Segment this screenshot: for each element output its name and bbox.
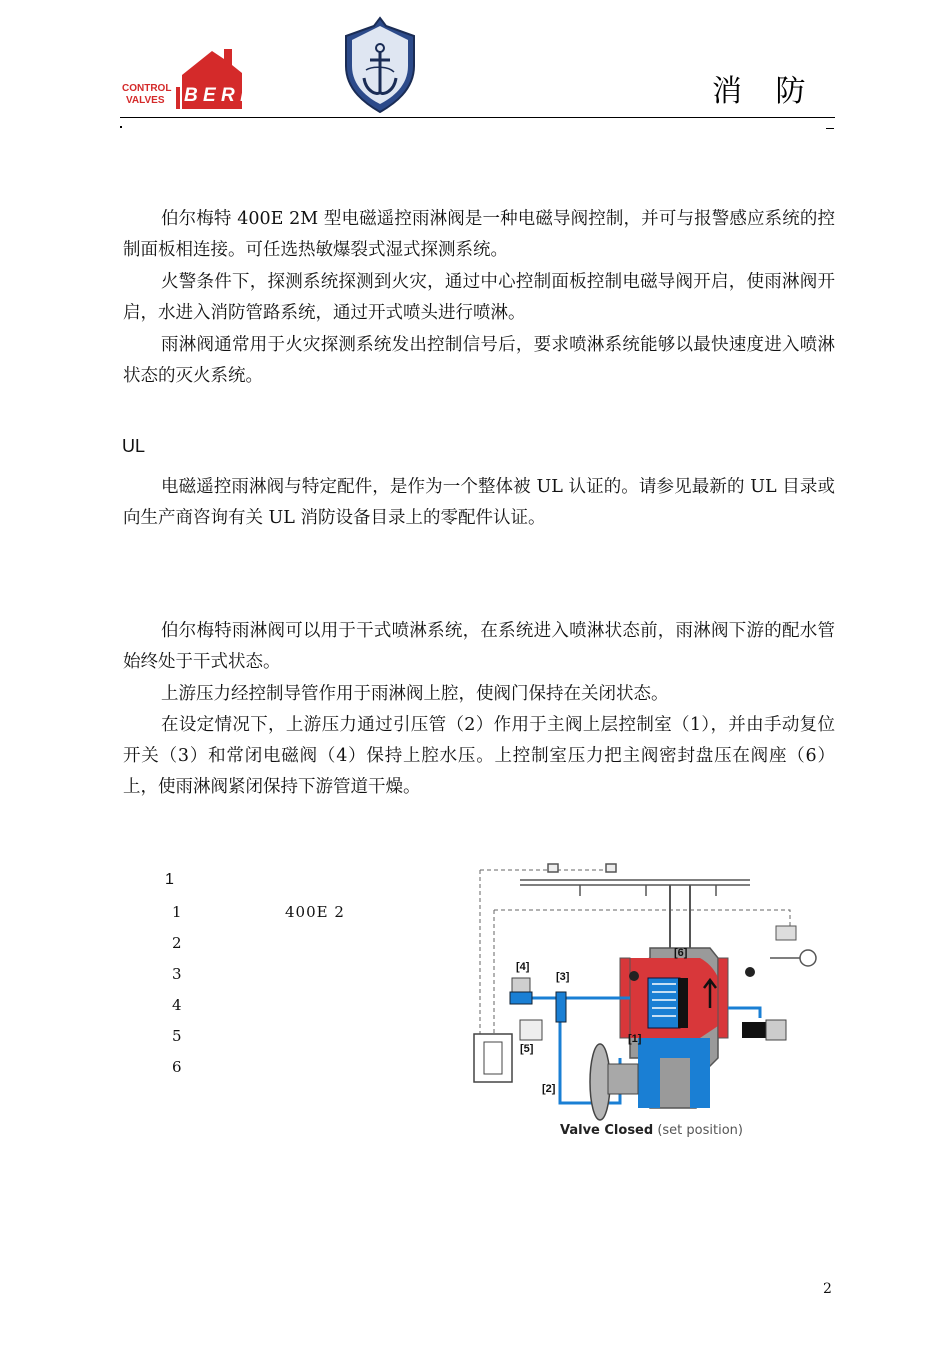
legend-title: 1 xyxy=(165,871,174,888)
brand-name: BERMAD xyxy=(184,85,294,106)
page-number: 2 xyxy=(823,1281,832,1297)
paragraph: 伯尔梅特雨淋阀可以用于干式喷淋系统，在系统进入喷淋状态前，雨淋阀下游的配水管始终处于干式状态。 xyxy=(123,621,835,672)
diagram-label-3: [3] xyxy=(556,971,570,983)
divider-mark xyxy=(826,128,834,129)
paragraph: 电磁遥控雨淋阀与特定配件，是作为一个整体被 UL 认证的。请参见最新的 UL 目录或向生产商咨询有关 UL 消防设备目录上的零配件认证。 xyxy=(123,477,835,528)
paragraph: 雨淋阀通常用于火灾探测系统发出控制信号后，要求喷淋系统能够以最快速度进入喷淋状态的灭火系统。 xyxy=(123,335,835,386)
paragraph: 伯尔梅特 400E 2M 型电磁遥控雨淋阀是一种电磁导阀控制，并可与报警感应系统的控制面板相连接。可任选热敏爆裂式湿式探测系统。 xyxy=(123,209,835,260)
legend-item: 6 xyxy=(172,1058,182,1076)
diagram-label-6: [6] xyxy=(674,947,688,959)
paragraph: 上游压力经控制导管作用于雨淋阀上腔，使阀门保持在关闭状态。 xyxy=(161,684,669,704)
deluge-valve-diagram xyxy=(460,858,840,1148)
legend-item: 5 xyxy=(172,1027,182,1045)
diagram-label-5: [5] xyxy=(520,1043,534,1055)
paragraph: 火警条件下，探测系统探测到火灾，通过中心控制面板控制电磁导阀开启，使雨淋阀开启，水进入消防管路系统，通过开式喷头进行喷淋。 xyxy=(123,272,835,323)
legend-item: 3 xyxy=(172,965,182,983)
diagram-label-4: [4] xyxy=(516,961,530,973)
diagram-label-2: [2] xyxy=(542,1083,556,1095)
legend-item: 2 xyxy=(172,934,182,952)
section-heading: UL xyxy=(122,436,146,456)
diagram-caption xyxy=(560,1123,743,1138)
legend-item: 4 xyxy=(172,996,182,1014)
paragraph: 在设定情况下，上游压力通过引压管（2）作用于主阀上层控制室（1），并由手动复位开关（3）和常闭电磁阀（4）保持上腔水压。上控制室压力把主阀密封盘压在阀座（6）上，使雨淋阀紧闭保持下游管道干燥。 xyxy=(123,715,835,797)
legend-item: 1 xyxy=(172,903,182,921)
header-divider xyxy=(120,117,835,118)
caption-detail: (set position) xyxy=(657,1123,743,1138)
anchor-shield-icon xyxy=(342,14,418,114)
brand-line-2: VALVES xyxy=(126,95,165,106)
diagram-label-1: [1] xyxy=(628,1033,642,1045)
header-title: 消 防 xyxy=(712,74,818,109)
divider-mark xyxy=(120,126,122,128)
legend-item-code: 400E 2 xyxy=(285,903,345,921)
caption-state: Valve Closed xyxy=(560,1123,654,1138)
bermad-logo xyxy=(120,45,300,113)
brand-line-1: CONTROL xyxy=(122,83,172,94)
